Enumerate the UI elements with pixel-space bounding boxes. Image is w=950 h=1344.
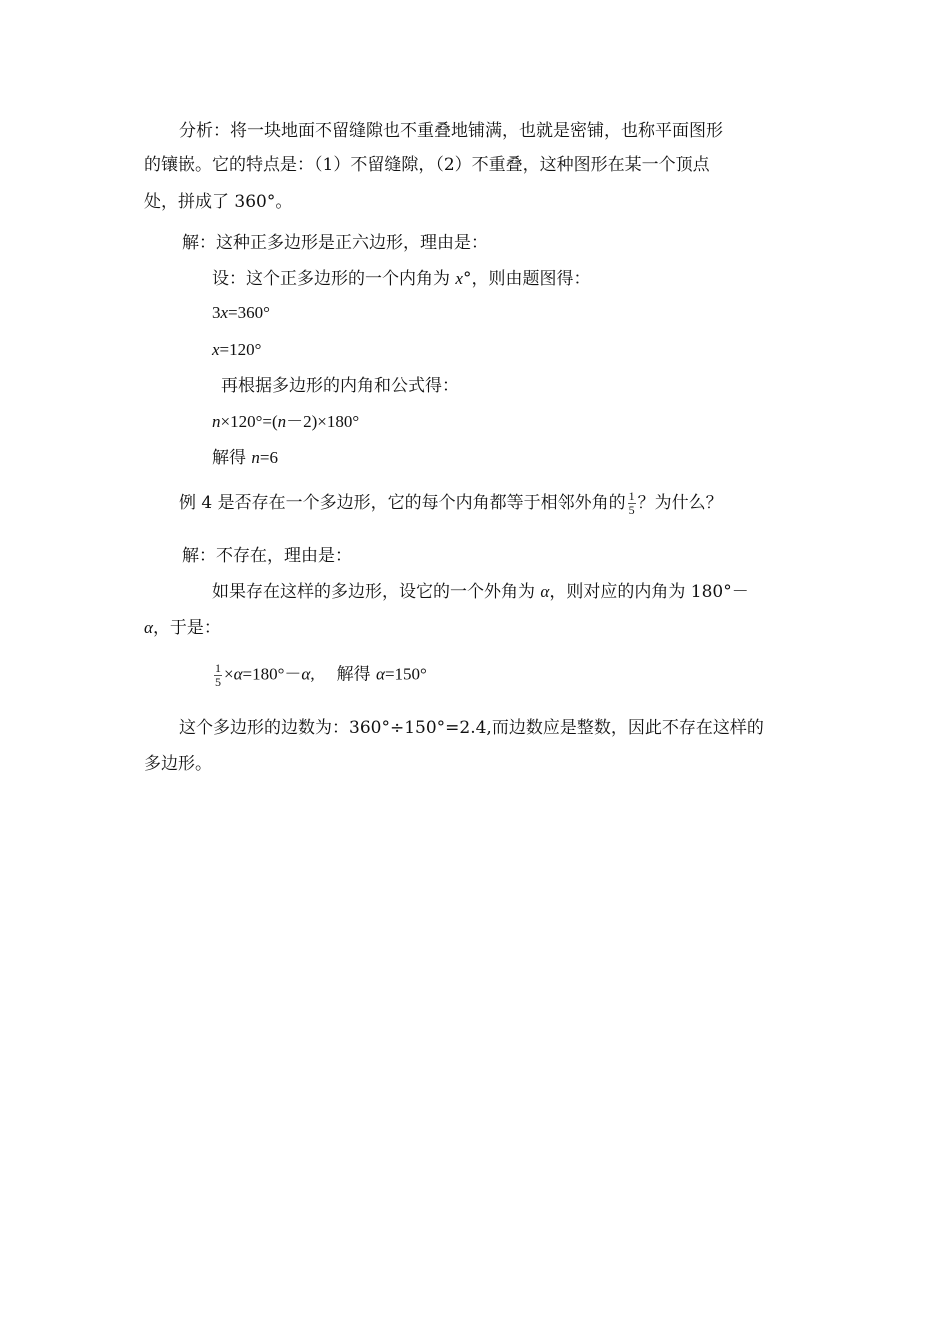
analysis-line-3: 处，拼成了 360°。: [144, 192, 293, 212]
eq4-fraction: [214, 662, 222, 689]
result-pre: 解得: [212, 448, 252, 468]
equation-1: [212, 301, 270, 325]
fraction-denominator: 5: [628, 503, 635, 517]
sol2-line1-post: ，则对应的内角为 180°－: [549, 582, 749, 602]
example4-fraction: [628, 490, 636, 517]
eq4-numerator: 1: [215, 661, 221, 675]
setup-var: x: [455, 269, 463, 288]
result-var: n: [251, 448, 260, 467]
example4-question-post: ？为什么？: [637, 493, 723, 513]
conclusion-line-2: 多边形。: [144, 754, 212, 774]
eq4-mid: =180°－: [242, 664, 302, 684]
eq3-end: －2)×180°: [286, 412, 360, 431]
solution1-intro: 解：这种正多边形是正六边形，理由是：: [182, 233, 488, 253]
fraction-numerator: 1: [628, 489, 635, 503]
eq4-comma: ,: [310, 664, 315, 684]
sol2-line1-var: α: [540, 582, 550, 601]
analysis-line-2: 的镶嵌。它的特点是：（1）不留缝隙，（2）不重叠，这种图形在某一个顶点: [144, 155, 710, 175]
solution2-intro: 解：不存在，理由是：: [182, 546, 352, 566]
equation-4: [212, 662, 427, 689]
eq4-denominator: 5: [215, 675, 221, 689]
eq1-coef: 3: [212, 303, 221, 322]
example4-question-pre: 是否存在一个多边形，它的每个内角都等于相邻外角的: [217, 493, 626, 513]
eq2-var: x: [212, 340, 220, 359]
eq4-solve-pre: 解得: [336, 664, 377, 685]
example4-question: [179, 490, 723, 517]
result-rest: =6: [259, 448, 278, 467]
eq2-rest: =120°: [219, 340, 262, 359]
conclusion-line-1: 这个多边形的边数为：360°÷150°=2.4,而边数应是整数，因此不存在这样的: [179, 718, 764, 738]
sol2-line2-var: α: [144, 618, 153, 637]
eq3-n1: n: [212, 412, 221, 431]
analysis-line-1: 分析：将一块地面不留缝隙也不重叠地铺满，也就是密铺，也称平面图形: [179, 121, 723, 141]
setup-text-pre: 设：这个正多边形的一个内角为: [212, 269, 456, 289]
sol2-line1-pre: 如果存在这样的多边形，设它的一个外角为: [212, 582, 541, 602]
eq1-rest: =360°: [228, 303, 270, 322]
equation-2: [212, 338, 261, 362]
formula-text: 再根据多边形的内角和公式得：: [221, 376, 459, 396]
sol2-line2-post: ，于是：: [152, 618, 221, 638]
eq3-mid: ×120°=(: [220, 412, 278, 431]
eq4-solve-post: =150°: [384, 664, 427, 684]
equation-3: [212, 410, 359, 434]
solution1-result: [212, 446, 278, 470]
solution1-setup: [212, 267, 590, 291]
eq4-var2: α: [301, 664, 311, 684]
eq3-n2: n: [277, 412, 287, 431]
solution2-line-2: [144, 616, 221, 640]
example4-label: 例 4: [179, 493, 213, 513]
eq4-var1: α: [233, 664, 243, 684]
solution2-line-1: [212, 580, 749, 604]
setup-text-post: °，则由题图得：: [462, 269, 591, 289]
eq4-times: ×: [224, 664, 234, 684]
eq1-var: x: [220, 303, 229, 322]
eq4-var3: α: [376, 664, 385, 684]
